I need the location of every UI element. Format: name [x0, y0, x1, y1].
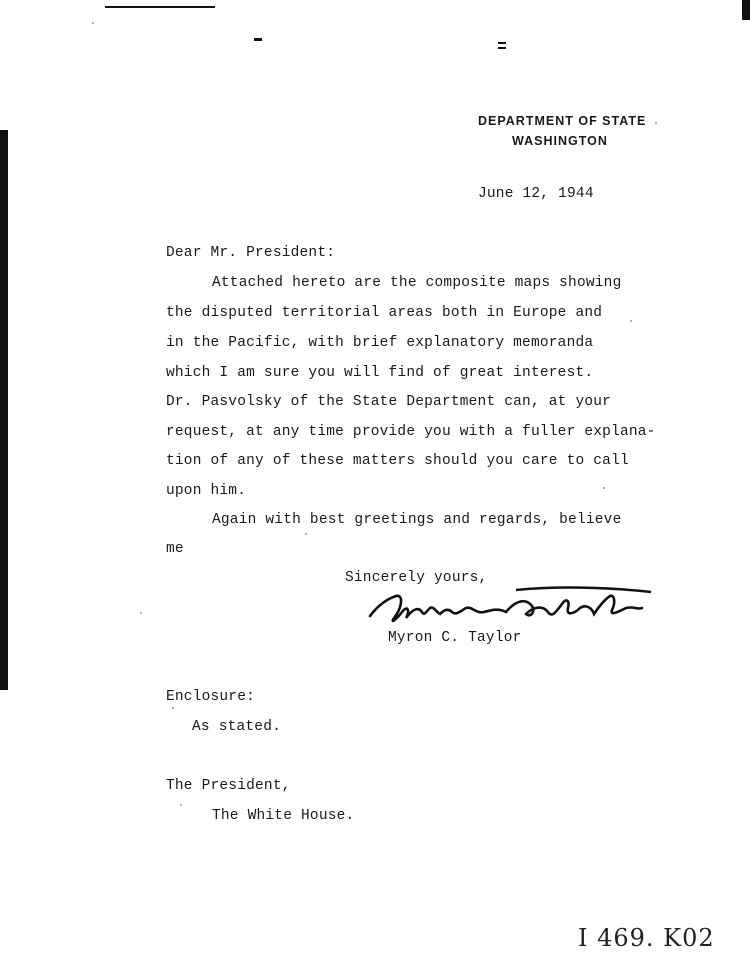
- letterhead-department: DEPARTMENT OF STATE: [478, 114, 647, 128]
- signature-name: Myron C. Taylor: [388, 630, 522, 646]
- complimentary-close: Sincerely yours,: [345, 570, 488, 586]
- body-line: tion of any of these matters should you care to call: [166, 453, 629, 469]
- body-line: which I am sure you will find of great interest.: [166, 365, 594, 381]
- scan-speck: [305, 533, 307, 535]
- body-line: in the Pacific, with brief explanatory memoranda: [166, 335, 594, 351]
- scan-speck: [655, 122, 657, 124]
- scan-mark-top-2: [498, 42, 506, 44]
- body-line: upon him.: [166, 483, 247, 499]
- salutation: Dear Mr. President:: [166, 245, 336, 261]
- scan-mark-top-3: [498, 47, 506, 49]
- body-line: request, at any time provide you with a fuller explana-: [166, 424, 656, 440]
- body-line: Attached hereto are the composite maps showing: [212, 275, 622, 291]
- scan-speck: [172, 707, 174, 709]
- closing-paragraph-line: me: [166, 541, 184, 557]
- enclosure-text: As stated.: [192, 719, 282, 735]
- handwritten-signature: [366, 578, 656, 630]
- addressee-line-2: The White House.: [212, 808, 355, 824]
- scan-edge-right: [742, 0, 750, 20]
- letterhead-city: WASHINGTON: [512, 134, 608, 148]
- enclosure-label: Enclosure:: [166, 689, 256, 705]
- scan-speck: [630, 320, 632, 322]
- scan-edge-left: [0, 130, 8, 690]
- closing-paragraph-line: Again with best greetings and regards, believe: [212, 512, 622, 528]
- letter-date: June 12, 1944: [478, 186, 594, 202]
- scan-speck: [92, 22, 94, 24]
- scan-speck: [140, 612, 142, 614]
- body-line: Dr. Pasvolsky of the State Department can, at your: [166, 394, 612, 410]
- handwritten-archive-note: I 469. K02: [578, 924, 715, 952]
- scan-edge-top: [105, 6, 215, 8]
- scan-speck: [603, 487, 605, 489]
- scan-speck: [180, 804, 182, 806]
- addressee-line-1: The President,: [166, 778, 291, 794]
- scan-mark-top: [254, 38, 262, 41]
- body-line: the disputed territorial areas both in Europe and: [166, 305, 603, 321]
